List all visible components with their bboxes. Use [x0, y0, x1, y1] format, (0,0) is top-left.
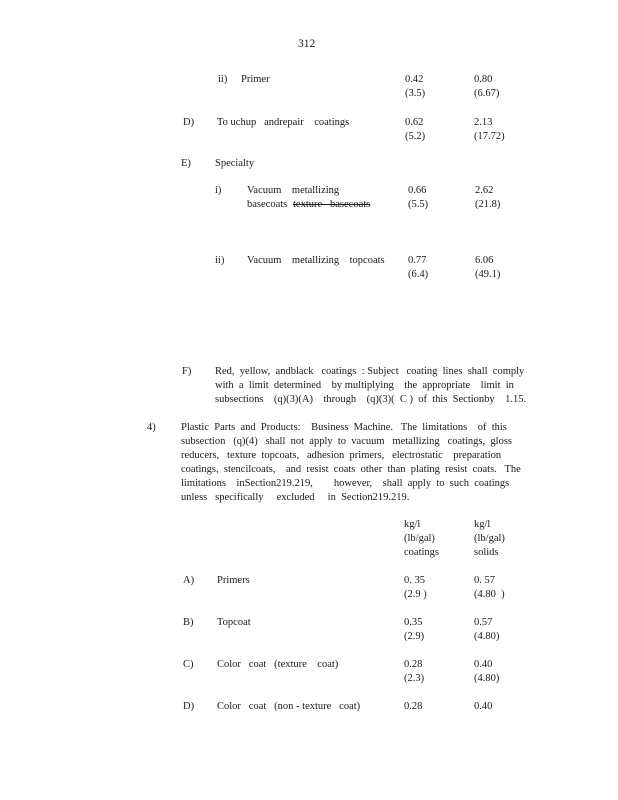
column-header-solids: solids — [474, 547, 499, 558]
paragraph-line: Plastic Parts and Products: Business Machine. The limitations of this — [181, 422, 507, 433]
item-label: D) — [183, 117, 195, 128]
column-header-solids: (lb/gal) — [474, 533, 505, 544]
sub-item-label: ii) — [215, 255, 225, 266]
column-header-solids: kg/l — [474, 519, 491, 530]
value-coatings: 0.42 — [405, 74, 424, 85]
value-coatings: 0.35 — [404, 617, 423, 628]
value-solids: 2.13 — [474, 117, 493, 128]
value-coatings: 0.62 — [405, 117, 424, 128]
value-solids: 0.80 — [474, 74, 493, 85]
paragraph-line: with a limit determined by multiplying the appropriate limit in — [215, 380, 514, 391]
value-solids: 0.57 — [474, 617, 493, 628]
value-coatings-lbgal: (6.4) — [408, 269, 429, 280]
value-solids: 6.06 — [475, 255, 494, 266]
paragraph-line: coatings, stencilcoats, and resist coats other than plating resist coats. The — [181, 464, 521, 475]
value-coatings-lbgal: (2.9 ) — [404, 589, 427, 600]
value-coatings-lbgal: (2.3) — [404, 673, 425, 684]
sub-item-name: Vacuum metallizing — [247, 185, 340, 196]
paragraph-line: Red, yellow, andblack coatings : Subject coating lines shall comply — [215, 366, 525, 377]
struck-text: texture basecoats — [293, 199, 371, 210]
section-label: 4) — [147, 422, 156, 433]
value-coatings-lbgal: (5.5) — [408, 199, 429, 210]
value-coatings-lbgal: (2.9) — [404, 631, 425, 642]
paragraph-line: subsections (q)(3)(A) through (q)(3)( C ) of this Sectionby 1.15. — [215, 394, 527, 405]
item-label: A) — [183, 575, 195, 586]
item-label: B) — [183, 617, 194, 628]
item-name: Specialty — [215, 158, 255, 169]
value-solids: 0.40 — [474, 701, 493, 712]
paragraph-line: limitations inSection219.219, however, shall apply to such coatings — [181, 478, 510, 489]
sub-item-name: Vacuum metallizing topcoats — [247, 255, 385, 266]
value-solids-lbgal: (49.1) — [475, 269, 501, 280]
paragraph-line: unless specifically excluded in Section219.219. — [181, 492, 410, 503]
value-solids-lbgal: (17.72) — [474, 131, 505, 142]
value-solids-lbgal: (21.8) — [475, 199, 501, 210]
item-name: Primer — [241, 74, 270, 85]
paragraph-line: subsection (q)(4) shall not apply to vacuum metallizing coatings, gloss — [181, 436, 512, 447]
column-header-coatings: kg/l — [404, 519, 421, 530]
value-coatings-lbgal: (3.5) — [405, 88, 426, 99]
value-solids-lbgal: (4.80 ) — [474, 589, 505, 600]
item-label: F) — [182, 366, 192, 377]
value-coatings-lbgal: (5.2) — [405, 131, 426, 142]
item-name: To uchup andrepair coatings — [217, 117, 350, 128]
value-coatings: 0.66 — [408, 185, 427, 196]
value-coatings: 0.28 — [404, 659, 423, 670]
value-solids-lbgal: (4.80) — [474, 631, 500, 642]
item-name: Color coat (non - texture coat) — [217, 701, 361, 712]
value-coatings: 0.28 — [404, 701, 423, 712]
value-solids: 2.62 — [475, 185, 494, 196]
value-solids: 0.40 — [474, 659, 493, 670]
paragraph-line: reducers, texture topcoats, adhesion primers, electrostatic preparation — [181, 450, 502, 461]
item-label: C) — [183, 659, 194, 670]
sub-item-label: i) — [215, 185, 222, 196]
item-label: D) — [183, 701, 195, 712]
item-name: Color coat (texture coat) — [217, 659, 339, 670]
value-solids: 0. 57 — [474, 575, 495, 586]
value-coatings: 0. 35 — [404, 575, 425, 586]
value-solids-lbgal: (6.67) — [474, 88, 500, 99]
sub-item-name-cont: basecoats — [247, 199, 288, 210]
item-name: Primers — [217, 575, 250, 586]
item-name: Topcoat — [217, 617, 251, 628]
value-solids-lbgal: (4.80) — [474, 673, 500, 684]
item-label: ii) — [218, 74, 228, 85]
column-header-coatings: coatings — [404, 547, 439, 558]
column-header-coatings: (lb/gal) — [404, 533, 435, 544]
page-number: 312 — [298, 38, 316, 50]
value-coatings: 0.77 — [408, 255, 427, 266]
item-label: E) — [181, 158, 191, 169]
